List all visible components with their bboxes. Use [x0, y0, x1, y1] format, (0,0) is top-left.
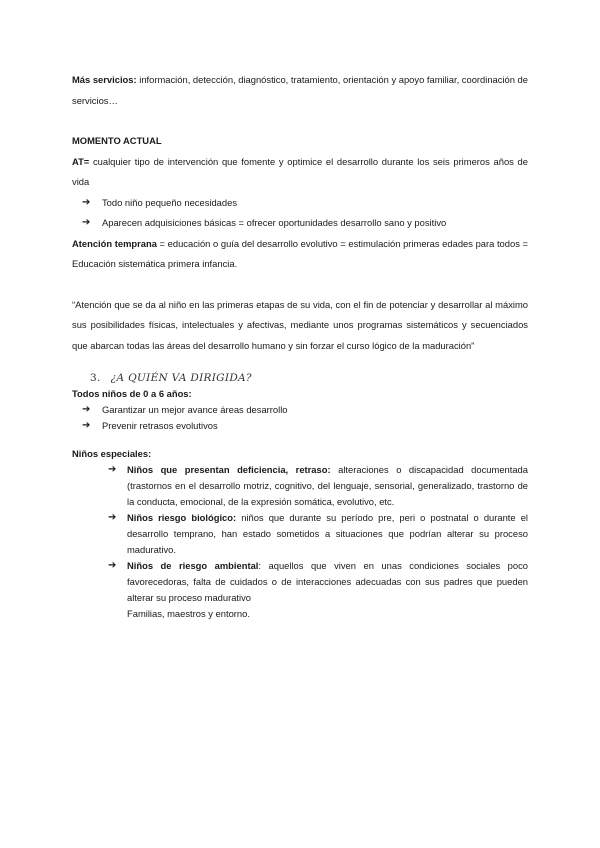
list-item-text: Todo niño pequeño necesidades	[102, 196, 238, 208]
atencion-text: = educación o guía del desarrollo evolutivo = estimulación primeras edades para todos = Educación sistemática primera infancia.	[72, 237, 528, 269]
atencion-label: Atención temprana	[72, 237, 157, 249]
arrow-icon: ➔	[108, 560, 117, 571]
especiales-label: Niños especiales:	[72, 448, 152, 459]
servicios-text: información, detección, diagnóstico, tratamiento, orientación y apoyo familiar, coordinación de servicios…	[72, 74, 528, 106]
at-label: AT=	[72, 155, 90, 167]
list-item-text: Niños de riesgo ambiental: aquellos que viven en unas condiciones sociales poco favorecedoras, falta de cuidados o de interacciones adecuadas con sus padres que pueden alterar su proceso madurativo	[127, 560, 528, 603]
list-item-text: Garantizar un mejor avance áreas desarrollo	[102, 404, 288, 415]
list-item-text: Niños que presentan deficiencia, retraso: alteraciones o discapacidad documentada (trastornos en el desarrollo motriz, cognitivo, del lenguaje, sensorial, generalizado, trastorno de la conducta, emocional, de la expresión somática, evolutivo, etc.	[127, 464, 528, 507]
list-item-text: Niños riesgo biológico: niños que durante su período pre, peri o postnatal o durante el desarrollo temprano, han estado sometidos a situaciones que podrían alterar su proceso madurativo.	[127, 512, 528, 555]
arrow-icon: ➔	[108, 512, 117, 523]
arrow-icon: ➔	[82, 420, 91, 431]
servicios-paragraph	[72, 70, 528, 111]
todos-label: Todos niños de 0 a 6 años:	[72, 388, 192, 399]
arrow-icon: ➔	[82, 217, 91, 228]
list-item	[72, 213, 528, 234]
list-item	[72, 193, 528, 214]
list-item	[72, 510, 528, 558]
section-title: ¿A QUIÉN VA DIRIGIDA?	[110, 372, 252, 384]
closing-line: Familias, maestros y entorno.	[127, 608, 250, 619]
arrow-icon: ➔	[108, 464, 117, 475]
section-3-heading	[72, 372, 528, 384]
at-definition	[72, 152, 528, 193]
list-item	[72, 462, 528, 510]
list-item-text: Aparecen adquisiciones básicas = ofrecer oportunidades desarrollo sano y positivo	[102, 217, 447, 228]
atencion-paragraph	[72, 234, 528, 275]
list-item-text: Prevenir retrasos evolutivos	[102, 420, 218, 431]
at-text: cualquier tipo de intervención que fomente y optimice el desarrollo durante los seis primeros años de vida	[72, 155, 528, 187]
definition-quote: “Atención que se da al niño en las primeras etapas de su vida, con el fin de potenciar y desarrollar al máximo sus posibilidades físicas, intelectuales y afectivas, mediante unos programas sistemáticos y secuenciados que abarcan todas las áreas del desarrollo humano y sin forzar el curso lógico de la maduración”	[72, 298, 528, 351]
arrow-icon: ➔	[82, 196, 91, 208]
list-item	[72, 418, 528, 434]
arrow-icon: ➔	[82, 404, 91, 415]
section-number: 3.	[90, 372, 101, 384]
servicios-label: Más servicios:	[72, 74, 137, 85]
document-page	[72, 70, 528, 622]
list-item	[72, 402, 528, 418]
momento-heading: MOMENTO ACTUAL	[72, 135, 162, 146]
list-item	[72, 558, 528, 606]
